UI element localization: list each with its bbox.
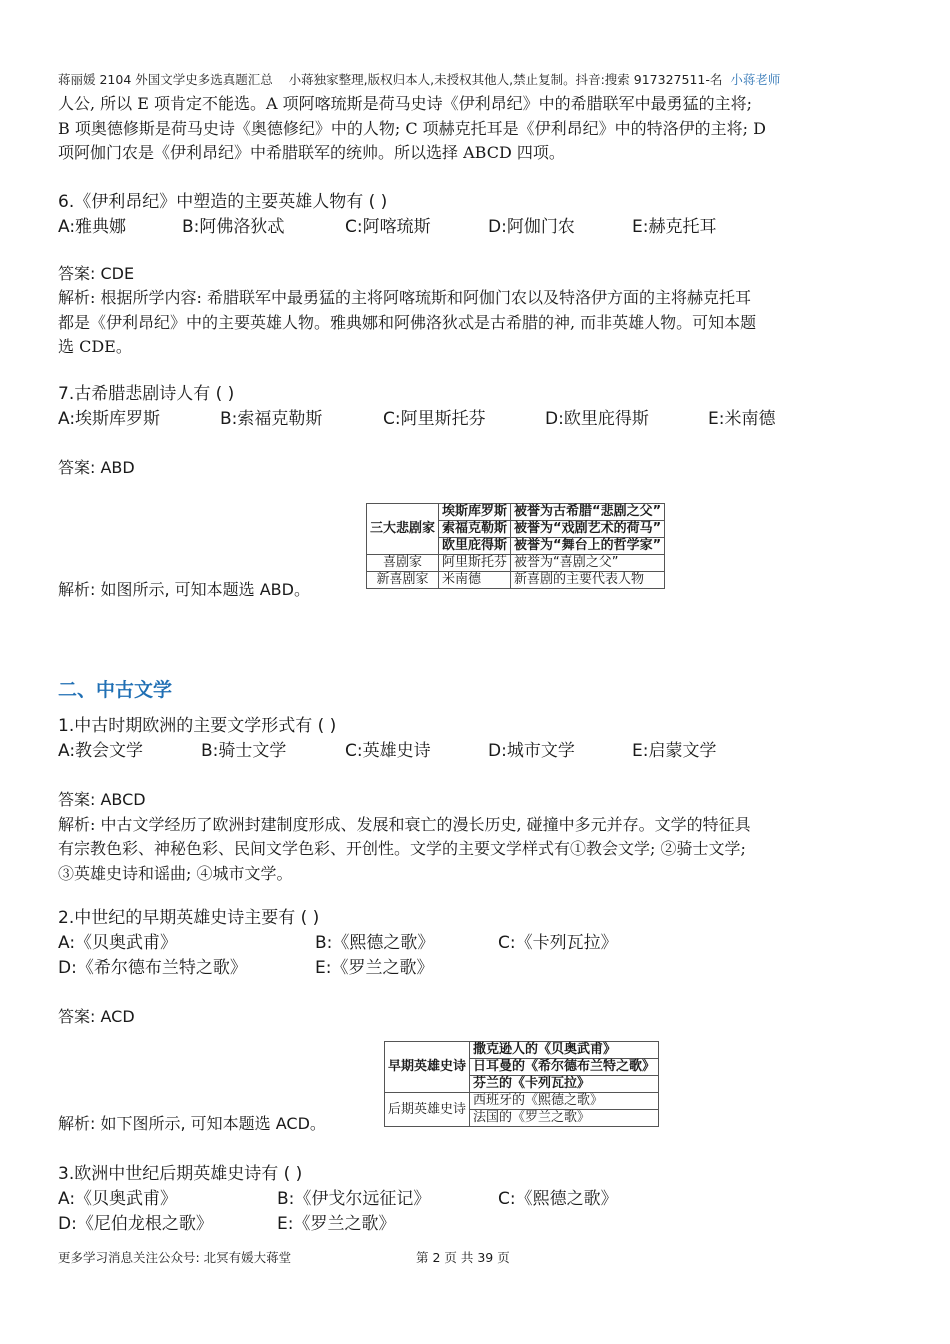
option-a: A:《贝奥武甫》	[58, 1189, 178, 1209]
option-c: C:《熙德之歌》	[498, 1189, 618, 1209]
section-2	[58, 676, 896, 1030]
option-c: C:英雄史诗	[345, 741, 431, 761]
option-e: E:赫克托耳	[632, 216, 717, 237]
option-c: C:《卡列瓦拉》	[498, 933, 618, 953]
section-2-analysis-2: 解析: 如下图所示, 可知本题选 ACD。	[58, 1114, 326, 1133]
option-b: B:《伊戈尔远征记》	[277, 1189, 431, 1209]
section-2-question-3-block	[58, 1158, 896, 1237]
table-cell: 埃斯库罗斯	[439, 504, 511, 521]
table-cell: 日耳曼的《希尔德布兰特之歌》	[470, 1059, 659, 1076]
option-d: D:《希尔德布兰特之歌》	[58, 958, 247, 978]
table-group-label: 后期英雄史诗	[385, 1093, 470, 1127]
analysis-line: 有宗教色彩、神秘色彩、民间文学色彩、开创性。文学的主要文学样式有①教会文学; ②骑士文学;	[58, 839, 746, 858]
question-6: 6.《伊利昂纪》中塑造的主要英雄人物有 ( )	[58, 191, 388, 212]
table-cell: 芬兰的《卡列瓦拉》	[470, 1076, 659, 1093]
section-2-answer-2: 答案: ACD	[58, 1007, 135, 1026]
option-a: A:雅典娜	[58, 216, 127, 237]
intro-line: B 项奥德修斯是荷马史诗《奥德修纪》中的人物; C 项赫克托耳是《伊利昂纪》中的特洛伊的主将; D	[58, 118, 766, 138]
header-title: 蒋丽媛 2104 外国文学史多选真题汇总	[58, 72, 273, 87]
table-cell: 被誉为古希腊“悲剧之父”	[511, 504, 665, 521]
answer-7: 答案: ABD	[58, 457, 135, 477]
header-teacher: 小蒋老师	[730, 72, 781, 87]
section-2-question-2: 2.中世纪的早期英雄史诗主要有 ( )	[58, 908, 320, 928]
section-title: 二、中古文学	[58, 679, 173, 701]
analysis-line: 都是《伊利昂纪》中的主要英雄人物。雅典娜和阿佛洛狄忒是古希腊的神, 而非英雄人物。可知本题	[58, 312, 757, 332]
analysis-line: 解析: 中古文学经历了欧洲封建制度形成、发展和衰亡的漫长历史, 碰撞中多元并存。文学的特征具	[58, 814, 751, 834]
analysis-line: ③英雄史诗和谣曲; ④城市文学。	[58, 863, 293, 883]
option-e: E:米南德	[708, 408, 776, 429]
answer-6: 答案: CDE	[58, 263, 135, 283]
option-d: D:欧里庇得斯	[545, 408, 649, 429]
option-b: B:骑士文学	[201, 741, 287, 761]
footer-note: 更多学习消息关注公众号: 北冥有媛大蒋堂	[58, 1250, 292, 1265]
intro-paragraph	[58, 92, 896, 166]
section-2-answer-1: 答案: ABCD	[58, 790, 146, 809]
section-2-question-3-options-row2	[58, 1212, 896, 1237]
option-e: E:启蒙文学	[632, 741, 717, 761]
table-group-label: 新喜剧家	[367, 572, 439, 589]
table-cell: 索福克勒斯	[439, 521, 511, 538]
option-a: A:《贝奥武甫》	[58, 933, 178, 953]
question-7: 7.古希腊悲剧诗人有 ( )	[58, 383, 235, 404]
option-d: D:阿伽门农	[488, 216, 575, 237]
option-d: D:《尼伯龙根之歌》	[58, 1214, 213, 1234]
analysis-line: 选 CDE。	[58, 337, 132, 356]
section-2-question-3: 3.欧洲中世纪后期英雄史诗有 ( )	[58, 1164, 303, 1184]
option-a: A:教会文学	[58, 741, 144, 761]
table-cell: 撒克逊人的《贝奥武甫》	[470, 1042, 659, 1059]
option-b: B:阿佛洛狄忒	[182, 216, 285, 237]
analysis-line: 解析: 根据所学内容: 希腊联军中最勇猛的主将阿喀琉斯和阿伽门农以及特洛伊方面的主将赫克托耳	[58, 288, 751, 307]
question-7-options	[58, 407, 896, 432]
table-cell: 阿里斯托芬	[439, 555, 511, 572]
option-c: C:阿里斯托芬	[383, 408, 486, 429]
option-d: D:城市文学	[488, 741, 575, 761]
section-2-question-3-options	[58, 1187, 896, 1212]
page-header	[58, 70, 898, 88]
analysis-7: 解析: 如图所示, 可知本题选 ABD。	[58, 580, 310, 599]
epic-table	[384, 1041, 659, 1127]
table-cell: 被誉为“戏剧艺术的荷马”	[511, 521, 665, 538]
option-b: B:《熙德之歌》	[315, 933, 435, 953]
option-a: A:埃斯库罗斯	[58, 408, 161, 429]
option-b: B:索福克勒斯	[220, 408, 323, 429]
table-cell: 被誉为“喜剧之父”	[511, 555, 665, 572]
table-cell: 西班牙的《熙德之歌》	[470, 1093, 659, 1110]
option-e: E:《罗兰之歌》	[277, 1214, 396, 1234]
tragedians-table	[366, 503, 665, 589]
option-e: E:《罗兰之歌》	[315, 958, 434, 978]
intro-line: 人公, 所以 E 项肯定不能选。A 项阿喀琉斯是荷马史诗《伊利昂纪》中的希腊联军中最勇猛的主将;	[58, 94, 753, 113]
table-cell: 法国的《罗兰之歌》	[470, 1110, 659, 1127]
page-content	[58, 92, 896, 480]
section-2-question-2-options	[58, 931, 896, 956]
table-cell: 米南德	[439, 572, 511, 589]
question-6-options	[58, 215, 896, 240]
intro-line: 项阿伽门农是《伊利昂纪》中希腊联军的统帅。所以选择 ABCD 四项。	[58, 143, 565, 162]
table-group-label: 三大悲剧家	[367, 504, 439, 555]
section-2-question-2-options-row2	[58, 956, 896, 981]
header-copyright: 小蒋独家整理,版权归本人,未授权其他人,禁止复制。抖音:搜索 917327511-名	[288, 72, 723, 87]
table-group-label: 喜剧家	[367, 555, 439, 572]
option-c: C:阿喀琉斯	[345, 216, 431, 237]
table-cell: 欧里庇得斯	[439, 538, 511, 555]
section-2-question-1-options	[58, 739, 896, 764]
page-number: 第 2 页 共 39 页	[416, 1250, 510, 1265]
table-cell: 新喜剧的主要代表人物	[511, 572, 665, 589]
section-2-question-1: 1.中古时期欧洲的主要文学形式有 ( )	[58, 716, 337, 736]
table-cell: 被誉为“舞台上的哲学家”	[511, 538, 665, 555]
table-group-label: 早期英雄史诗	[385, 1042, 470, 1093]
